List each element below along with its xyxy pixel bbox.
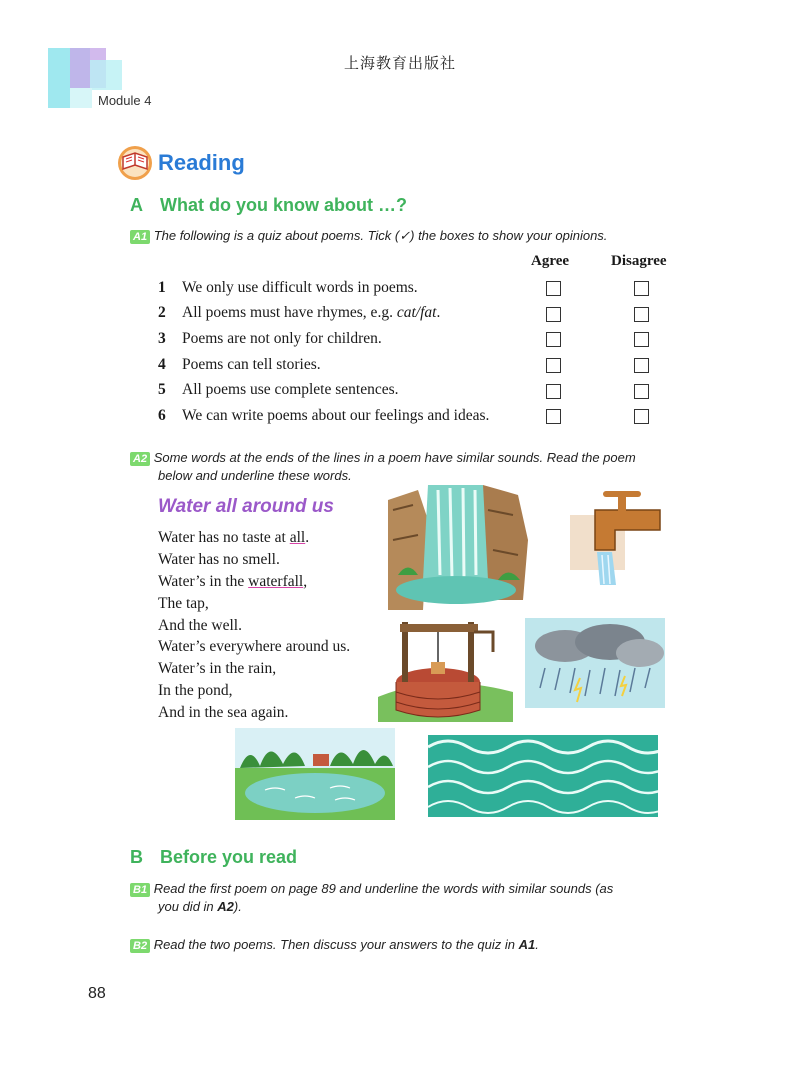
quiz-item: 4 Poems can tell stories. (158, 355, 321, 373)
disagree-checkbox[interactable] (634, 409, 649, 424)
section-letter: A (130, 195, 143, 215)
quiz-item-text: All poems must have rhymes, e.g. cat/fat. (182, 304, 441, 322)
disagree-checkbox[interactable] (634, 281, 649, 296)
disagree-checkbox[interactable] (634, 384, 649, 399)
poem-line: And in the sea again. (158, 704, 289, 722)
section-a-heading (130, 195, 407, 216)
disagree-checkbox[interactable] (634, 307, 649, 322)
quiz-item-text: We can write poems about our feelings and ideas. (182, 406, 490, 424)
quiz-item-text: Poems can tell stories. (182, 355, 321, 373)
section-title: Before you read (160, 847, 298, 867)
section-title: What do you know about …? (160, 195, 407, 215)
poem-line: The tap, (158, 594, 209, 612)
a1-instruction (130, 227, 607, 245)
module-label: Module 4 (98, 93, 152, 108)
well-illustration (378, 612, 513, 722)
poem-line: Water has no smell. (158, 550, 280, 568)
b1-tag: B1 (130, 883, 150, 897)
disagree-checkbox[interactable] (634, 358, 649, 373)
quiz-item: 1 We only use difficult words in poems. (158, 278, 418, 296)
poem-line: Water’s in the waterfall, (158, 572, 308, 590)
agree-checkbox[interactable] (546, 281, 561, 296)
publisher-name: 上海教育出版社 (343, 54, 456, 72)
quiz-item: 2 All poems must have rhymes, e.g. cat/fat. (158, 304, 441, 322)
poem-line: In the pond, (158, 682, 233, 700)
disagree-checkbox[interactable] (634, 332, 649, 347)
agree-checkbox[interactable] (546, 384, 561, 399)
section-letter: B (130, 847, 143, 867)
quiz-item-text: Poems are not only for children. (182, 329, 382, 347)
section-b-heading (130, 847, 297, 868)
sea-illustration (428, 735, 658, 817)
pond-illustration (235, 728, 395, 820)
reading-title: Reading (158, 150, 245, 175)
quiz-list (158, 275, 558, 429)
page-number: 88 (88, 985, 106, 1002)
book-icon (117, 145, 153, 181)
a2-instruction: A2 Some words at the ends of the lines in a poem have similar sounds. Read the poem below and underline these words. (130, 449, 690, 485)
poem-line: And the well. (158, 616, 242, 634)
a2-tag: A2 (130, 452, 150, 466)
corner-decoration (70, 88, 92, 108)
quiz-item-text: We only use difficult words in poems. (182, 278, 418, 296)
agree-checkbox[interactable] (546, 409, 561, 424)
quiz-item: 5 All poems use complete sentences. (158, 381, 399, 399)
poem-line: Water’s in the rain, (158, 660, 277, 678)
b2-tag: B2 (130, 939, 150, 953)
b1-instruction: B1 Read the first poem on page 89 and underline the words with similar sounds (as you did in A2). (130, 880, 690, 916)
quiz-item: 3 Poems are not only for children. (158, 329, 382, 347)
poem-title: Water all around us (158, 496, 334, 517)
b2-instruction: B2 Read the two poems. Then discuss your answers to the quiz in A1. (130, 936, 690, 954)
agree-checkbox[interactable] (546, 307, 561, 322)
agree-checkbox[interactable] (546, 358, 561, 373)
waterfall-illustration (388, 480, 528, 610)
a1-tag: A1 (130, 230, 150, 244)
quiz-item-text: All poems use complete sentences. (182, 381, 399, 399)
disagree-header: Disagree (611, 253, 667, 269)
quiz-item: 6 We can write poems about our feelings and ideas. (158, 406, 490, 424)
poem-line: Water has no taste at all. (158, 529, 310, 546)
rain-illustration (525, 618, 665, 708)
poem-text (158, 527, 350, 724)
poem-line: Water’s everywhere around us. (158, 638, 351, 656)
agree-checkbox[interactable] (546, 332, 561, 347)
agree-header: Agree (531, 253, 570, 269)
tap-illustration (540, 480, 670, 590)
instruction-text: The following is a quiz about poems. Tick (✓) the boxes to show your opinions. (153, 228, 608, 243)
